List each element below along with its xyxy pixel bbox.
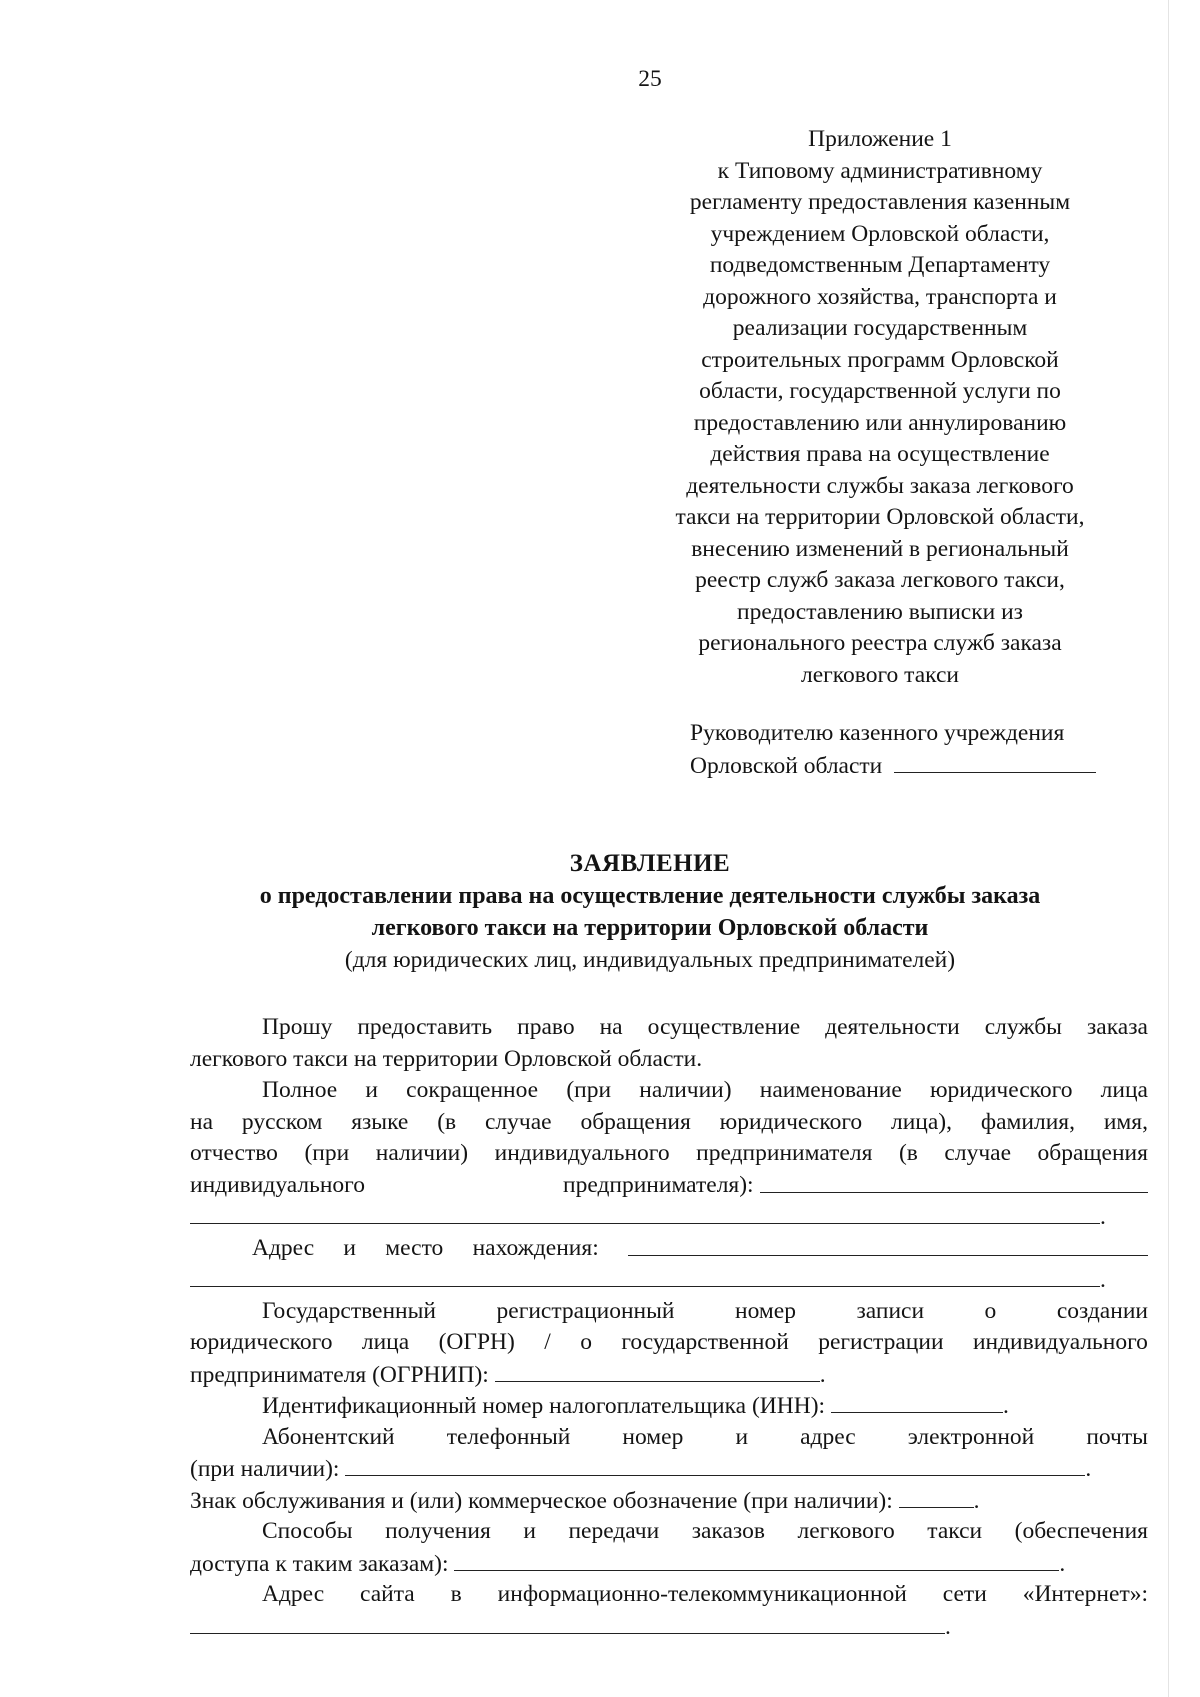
word: электронной: [907, 1423, 1035, 1450]
body-line: предпринимателя (ОГРНИП): .: [190, 1359, 1148, 1391]
word: отчество: [190, 1140, 278, 1166]
document-note: (для юридических лиц, индивидуальных предпринимателей): [344, 947, 956, 973]
annex-line: такси на территории Орловской области,: [675, 504, 1085, 530]
word: легкового: [797, 1518, 895, 1544]
page-number: 25: [638, 66, 662, 92]
body-line: (при наличии): .: [190, 1453, 1148, 1485]
word: русском: [241, 1108, 323, 1135]
word: государственной: [621, 1329, 789, 1355]
annex-line: легкового такси: [801, 661, 959, 688]
word: сокращенное: [406, 1077, 539, 1103]
word: службы: [984, 1014, 1062, 1040]
period: .: [1085, 1456, 1092, 1482]
word: регистрационный: [496, 1297, 675, 1324]
annex-line: действия права на осуществление: [710, 441, 1050, 467]
period: .: [945, 1613, 951, 1640]
word: (в: [437, 1108, 457, 1135]
word: сети: [942, 1581, 987, 1607]
annex-line: к Типовому административному: [717, 157, 1043, 184]
word: о: [580, 1329, 592, 1355]
annex-line: регламенту предоставления казенным: [689, 189, 1071, 215]
word: и: [343, 1234, 356, 1261]
word: случае: [484, 1108, 552, 1135]
annex-line: Приложение 1: [808, 126, 952, 152]
annex-line: внесению изменений в региональный: [691, 535, 1069, 562]
body-line: [190, 1264, 1148, 1296]
body-line: [190, 1233, 1148, 1265]
body-line: [190, 1107, 1148, 1139]
body-line: Идентификационный номер налогоплательщика (ИНН): .: [190, 1390, 1148, 1422]
body-line: Знак обслуживания и (или) коммерческое обозначение (при наличии): .: [190, 1485, 1148, 1517]
ogrn-field[interactable]: [495, 1359, 820, 1382]
annex-line: предоставлению или аннулированию: [693, 409, 1067, 436]
body-line: [190, 1611, 1148, 1643]
word: языке: [351, 1108, 409, 1135]
word: (ОГРН): [438, 1329, 515, 1355]
period: .: [1059, 1550, 1066, 1577]
word: наличии): [639, 1077, 732, 1103]
annex-line: учреждением Орловской области,: [710, 220, 1050, 247]
period: .: [819, 1361, 826, 1388]
word: случае: [944, 1140, 1011, 1166]
body-line: [190, 1327, 1148, 1359]
word: номер: [622, 1423, 684, 1450]
word: индивидуального: [190, 1171, 365, 1198]
word: и: [735, 1423, 749, 1450]
word: место: [385, 1234, 444, 1261]
word: сайта: [360, 1581, 415, 1607]
word: фамилия,: [980, 1108, 1075, 1135]
annex-header: [640, 124, 1120, 691]
website-field[interactable]: [190, 1611, 945, 1634]
body-line: индивидуального предпринимателя):: [190, 1170, 1148, 1202]
word: регистрации: [818, 1329, 944, 1355]
word: Способы: [262, 1518, 353, 1544]
address-field[interactable]: [628, 1233, 1148, 1256]
order-methods-field[interactable]: [454, 1548, 1059, 1571]
annex-line: деятельности службы заказа легкового: [686, 472, 1074, 499]
body-line: [190, 1516, 1148, 1548]
word: (обеспечения: [1014, 1518, 1148, 1544]
body-line: [190, 1296, 1148, 1328]
annex-line: предоставлению выписки из: [737, 598, 1023, 625]
annex-line: дорожного хозяйства, транспорта и: [703, 283, 1057, 310]
document-title-block: [150, 848, 1150, 976]
body-line: доступа к таким заказам): .: [190, 1548, 1148, 1580]
word: Адрес: [262, 1581, 325, 1607]
word: предоставить: [357, 1014, 493, 1040]
body-line: легкового такси на территории Орловской области.: [190, 1045, 703, 1072]
body-line: [190, 1201, 1148, 1233]
word: Полное: [262, 1077, 338, 1103]
annex-line: регионального реестра служб заказа: [698, 630, 1062, 656]
document-subtitle: легкового такси на территории Орловской области: [371, 915, 929, 941]
word: деятельности: [825, 1014, 960, 1040]
word: (в: [898, 1140, 918, 1166]
word: индивидуального: [972, 1329, 1148, 1355]
inn-field[interactable]: [831, 1390, 1003, 1413]
word: индивидуального: [494, 1140, 670, 1166]
word: наличии): [375, 1140, 469, 1166]
body-line: [190, 1075, 1148, 1107]
annex-line: реализации государственным: [732, 315, 1028, 341]
word: лица: [361, 1329, 410, 1355]
word: заказа: [1086, 1014, 1148, 1040]
word: лица),: [891, 1108, 953, 1135]
word: номер: [735, 1297, 796, 1324]
word: создании: [1056, 1297, 1148, 1324]
word: обращения: [1037, 1140, 1148, 1166]
word: передачи: [568, 1518, 660, 1544]
annex-line: реестр служб заказа легкового такси,: [695, 567, 1065, 593]
addressee-line: Руководителю казенного учреждения: [690, 720, 1065, 746]
word: нахождения:: [472, 1234, 599, 1261]
address-field-continued[interactable]: [190, 1264, 1100, 1287]
period: .: [1100, 1204, 1106, 1230]
body-line: [190, 1138, 1148, 1170]
word: телефонный: [446, 1423, 571, 1450]
word: лица: [1100, 1077, 1148, 1103]
word: осуществление: [647, 1014, 801, 1040]
word: получения: [385, 1518, 491, 1544]
word: юридического: [719, 1108, 863, 1135]
annex-line: области, государственной услуги по: [699, 378, 1061, 404]
word: юридического: [930, 1077, 1073, 1103]
body-line: [190, 1422, 1148, 1454]
addressee-line: Орловской области: [690, 752, 883, 779]
addressee-name-field[interactable]: [894, 750, 1096, 773]
phone-email-field[interactable]: [345, 1453, 1085, 1476]
document-subtitle: о предоставлении права на осуществление деятельности службы заказа: [259, 883, 1041, 909]
period: .: [1100, 1267, 1106, 1293]
annex-line: строительных программ Орловской: [701, 346, 1059, 373]
word: право: [517, 1014, 575, 1040]
word: Прошу: [262, 1014, 333, 1040]
service-mark-field[interactable]: [899, 1485, 974, 1508]
word: почты: [1086, 1423, 1148, 1450]
word: о: [984, 1297, 997, 1324]
word: Государственный: [262, 1297, 436, 1324]
word: (при: [566, 1077, 612, 1103]
word: и: [523, 1518, 536, 1544]
word: юридического: [190, 1329, 333, 1355]
word: обращения: [580, 1108, 691, 1135]
word: предпринимателя: [696, 1140, 873, 1166]
applicant-name-field[interactable]: [760, 1170, 1148, 1193]
word: Абонентский: [262, 1423, 395, 1450]
word: Адрес: [252, 1234, 315, 1261]
applicant-name-field-continued[interactable]: [190, 1201, 1100, 1224]
period: .: [1002, 1393, 1009, 1419]
body-line: [190, 1012, 1148, 1044]
period: .: [973, 1487, 980, 1514]
word: на: [599, 1014, 623, 1040]
word: заказов: [691, 1518, 765, 1544]
word: информационно-телекоммуникационной: [497, 1581, 907, 1607]
word: записи: [856, 1297, 925, 1324]
word: /: [544, 1329, 551, 1355]
document-title: ЗАЯВЛЕНИЕ: [569, 850, 731, 877]
annex-line: подведомственным Департаменту: [709, 252, 1051, 278]
scan-edge-line: [1168, 0, 1169, 1697]
addressee-block: [690, 718, 1160, 782]
word: такси: [927, 1518, 983, 1544]
word: «Интернет»:: [1022, 1581, 1148, 1607]
word: наименование: [759, 1077, 902, 1103]
word: имя,: [1103, 1108, 1148, 1135]
word: и: [365, 1077, 378, 1103]
body-line: [190, 1579, 1148, 1611]
application-body: [190, 1012, 1148, 1642]
word: в: [450, 1581, 462, 1607]
word: адрес: [800, 1423, 856, 1450]
word: (при: [304, 1140, 350, 1166]
word: на: [190, 1108, 214, 1135]
